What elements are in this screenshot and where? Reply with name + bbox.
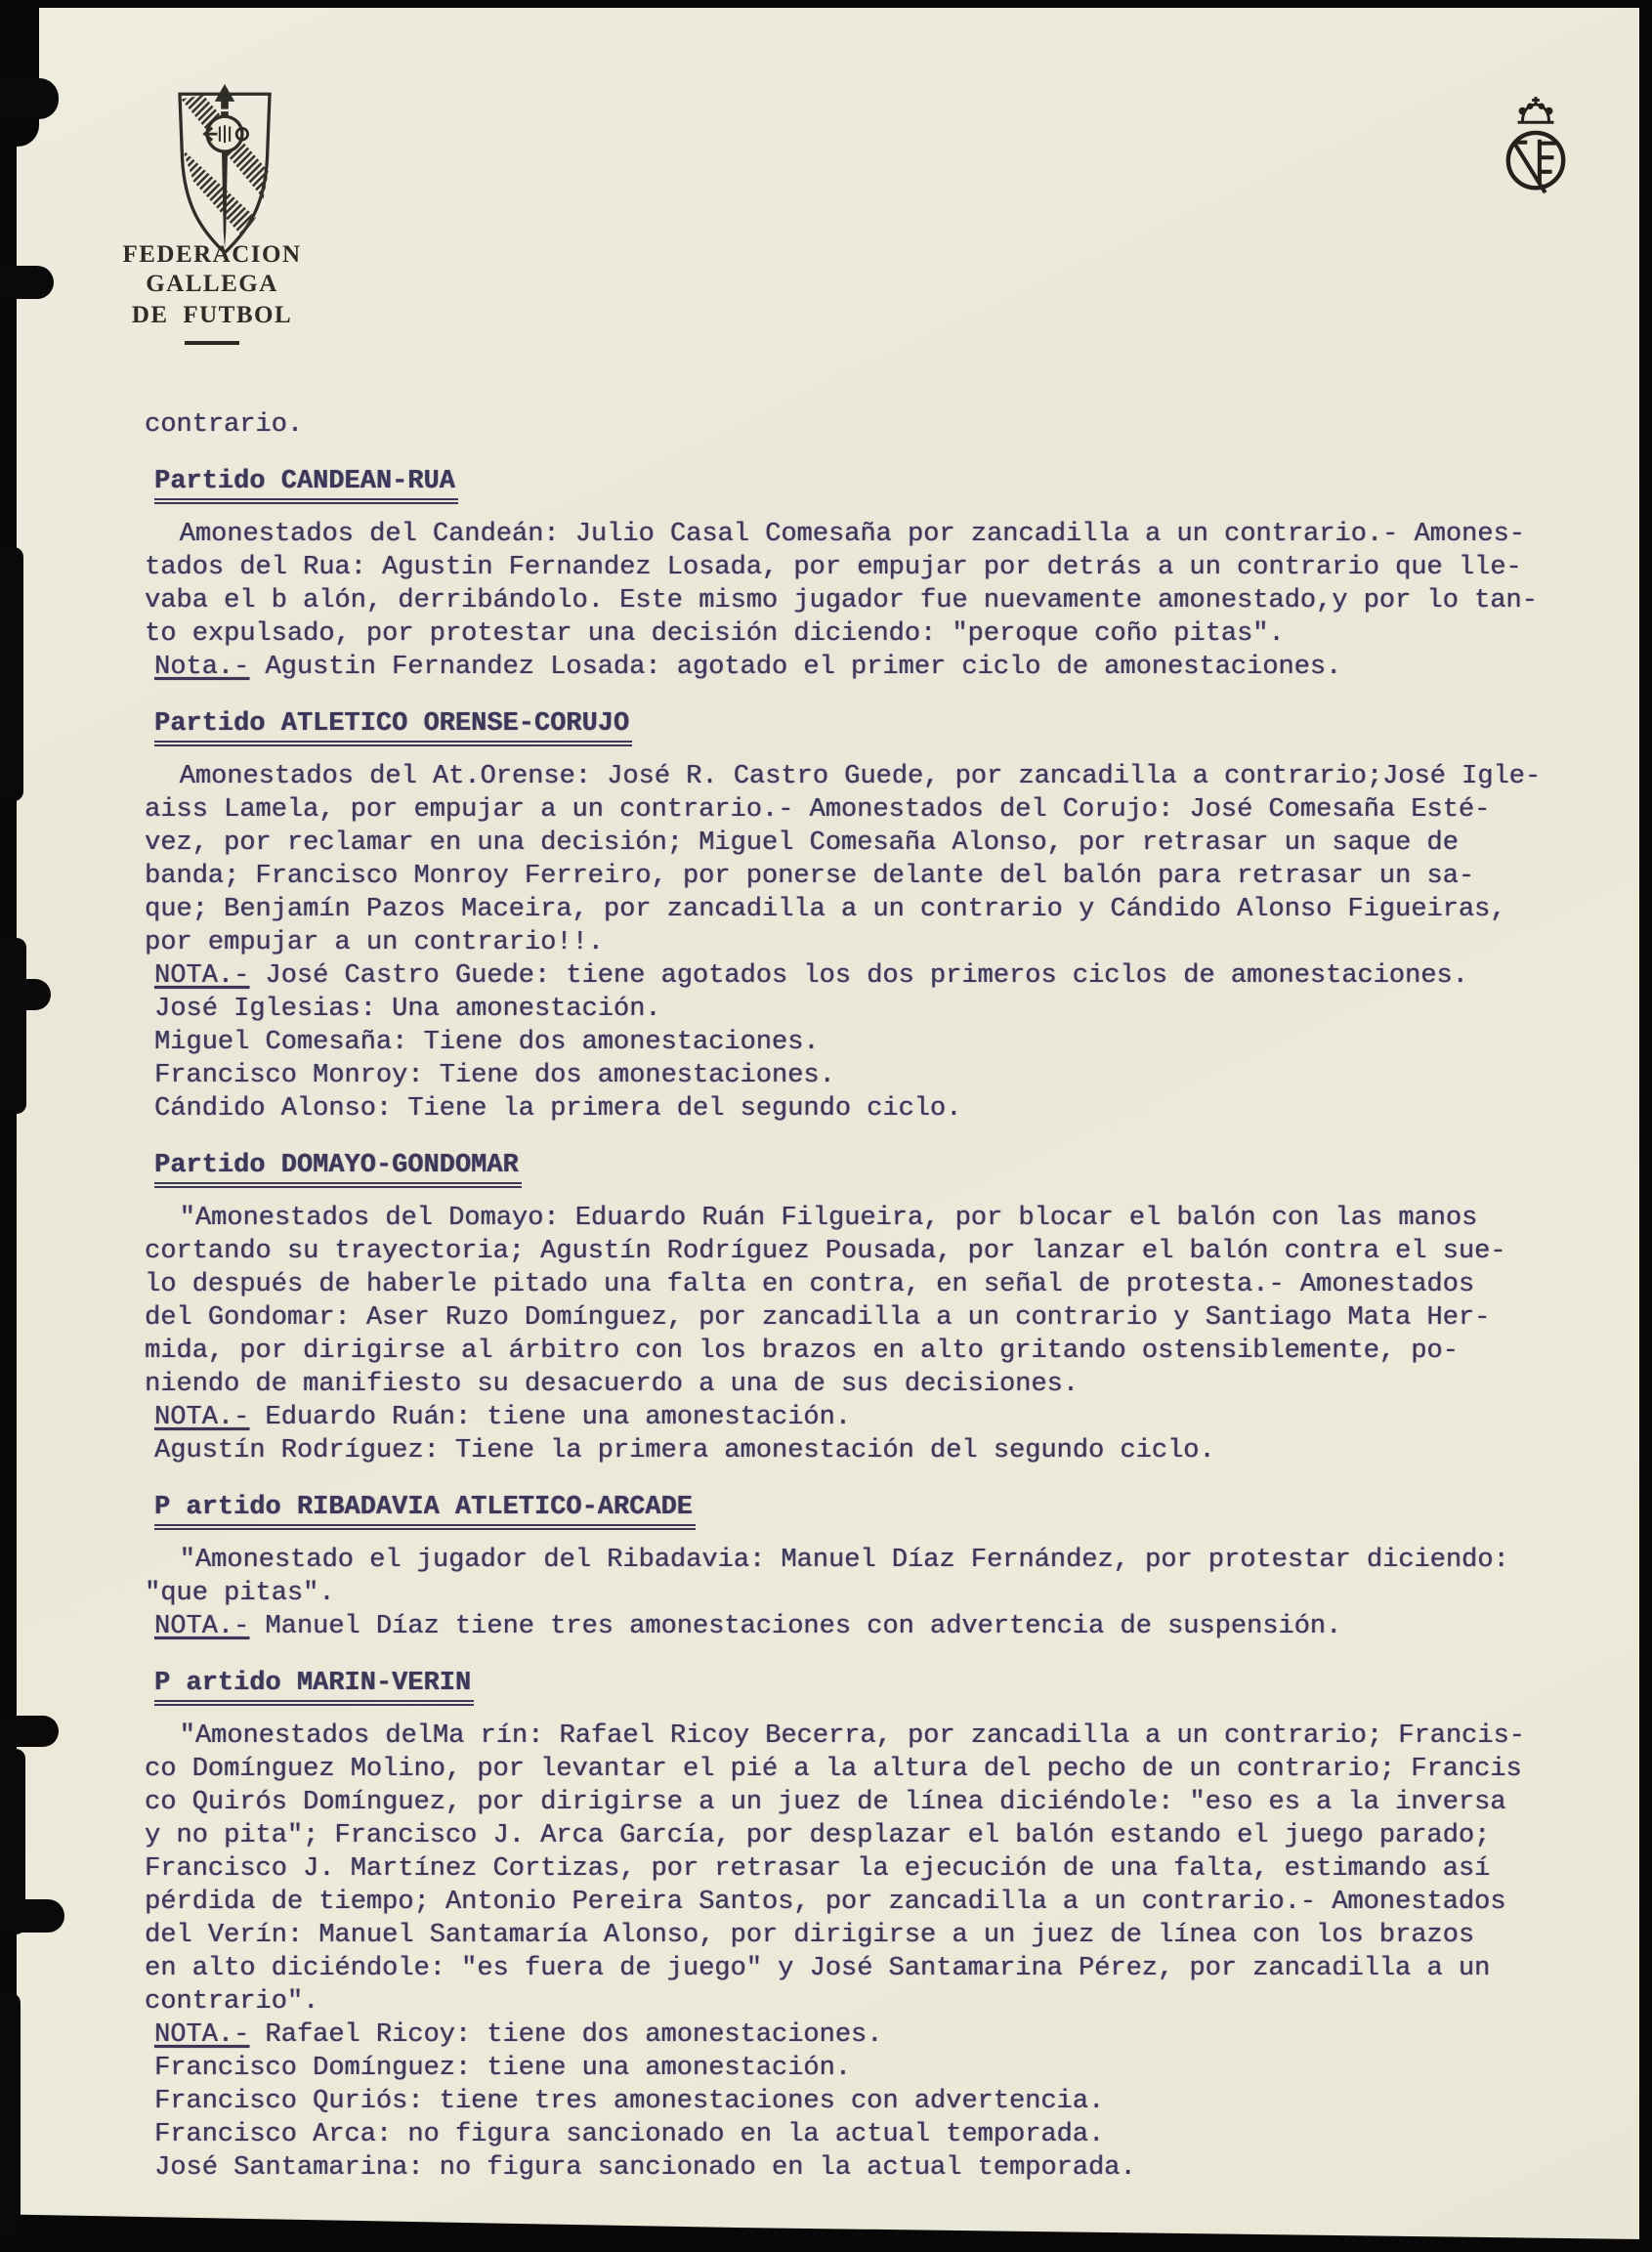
text-line: "que pitas".: [145, 1579, 335, 1608]
partido-section: [145, 1667, 1615, 2185]
document-body: [145, 408, 1615, 2185]
partido-heading: Partido CANDEAN-RUA: [145, 465, 1615, 504]
text-line: mida, por dirigirse al árbitro con los brazos en alto gritando ostensiblemente, po-: [145, 1337, 1459, 1366]
partido-section: [145, 707, 1615, 1126]
letterhead-rule: [185, 341, 239, 345]
text-line: NOTA.- José Castro Guede: tiene agotados los dos primeros ciclos de amonestaciones.: [154, 961, 1468, 991]
text-line: banda; Francisco Monroy Ferreiro, por ponerse delante del balón para retrasar un sa-: [145, 862, 1475, 891]
text-line: tados del Rua: Agustin Fernandez Losada, por empujar por detrás a un contrario que lle-: [145, 553, 1522, 582]
text-line: José Iglesias: Una amonestación.: [154, 995, 661, 1024]
text-line: José Santamarina: no figura sancionado en la actual temporada.: [154, 2153, 1136, 2183]
text-line: Francisco Monroy: Tiene dos amonestaciones.: [154, 1061, 835, 1090]
scan-edge-bump: [0, 547, 23, 801]
text-line: co Quirós Domínguez, por dirigirse a un juez de línea diciéndole: "eso es a la inversa: [145, 1788, 1506, 1817]
partido-heading: Partido DOMAYO-GONDOMAR: [145, 1149, 1615, 1188]
scan-edge-bump: [0, 1749, 25, 1934]
text-line: en alto diciéndole: "es fuera de juego" y José Santamarina Pérez, por zancadilla a un: [145, 1954, 1491, 1983]
nota-label: NOTA.-: [154, 1403, 250, 1432]
nota-label: NOTA.-: [154, 1612, 250, 1641]
partido-heading: P artido MARIN-VERIN: [145, 1667, 1615, 1706]
scan-corner-mark: [0, 0, 39, 147]
document-sections: [145, 465, 1615, 2185]
text-line: por empujar a un contrario!!.: [145, 928, 604, 957]
text-line: NOTA.- Eduardo Ruán: tiene una amonestación.: [154, 1403, 851, 1432]
text-line: del Verín: Manuel Santamaría Alonso, por dirigirse a un juez de línea con los brazos: [145, 1921, 1475, 1950]
text-line: aiss Lamela, por empujar a un contrario.- Amonestados del Corujo: José Comesaña Esté-: [145, 795, 1491, 825]
text-line: niendo de manifiesto su desacuerdo a una de sus decisiones.: [145, 1370, 1079, 1399]
letterhead-subtitle: DE FUTBOL: [131, 302, 293, 328]
text-line: vaba el b alón, derribándolo. Este mismo jugador fue nuevamente amonestado,y por lo tan-: [145, 586, 1538, 616]
letterhead-title: FEDERACION GALLEGA: [122, 241, 302, 297]
letterhead: [56, 240, 368, 345]
text-line: Francisco Quriós: tiene tres amonestaciones con advertencia.: [154, 2087, 1105, 2116]
text-line: que; Benjamín Pazos Maceira, por zancadilla a un contrario y Cándido Alonso Figueiras,: [145, 895, 1506, 924]
text-line: cortando su trayectoria; Agustín Rodríguez Pousada, por lanzar el balón contra el sue-: [145, 1237, 1506, 1266]
partido-heading: Partido ATLETICO ORENSE-CORUJO: [145, 707, 1615, 746]
text-line: Francisco Domínguez: tiene una amonestación.: [154, 2054, 851, 2083]
text-line: Amonestados del At.Orense: José R. Castro Guede, por zancadilla a contrario;José Igle-: [179, 762, 1542, 791]
partido-section: [145, 1149, 1615, 1467]
scan-edge-bump: [0, 1993, 21, 2237]
continuation-line: contrario.: [145, 410, 304, 440]
text-line: vez, por reclamar en una decisión; Miguel Comesaña Alonso, por retrasar un saque de: [145, 829, 1459, 858]
text-line: "Amonestados del Domayo: Eduardo Ruán Filgueira, por blocar el balón con las manos: [179, 1204, 1478, 1233]
text-line: "Amonestado el jugador del Ribadavia: Manuel Díaz Fernández, por protestar diciendo:: [179, 1546, 1509, 1575]
text-line: Amonestados del Candeán: Julio Casal Comesaña por zancadilla a un contrario.- Amones-: [179, 520, 1525, 549]
text-line: y no pita"; Francisco J. Arca García, por desplazar el balón estando el juego parado;: [145, 1821, 1491, 1850]
text-line: "Amonestados delMa rín: Rafael Ricoy Becerra, por zancadilla a un contrario; Francis-: [179, 1721, 1525, 1751]
nota-label: Nota.-: [154, 653, 250, 682]
federation-shield-icon: [162, 84, 287, 259]
nota-label: NOTA.-: [154, 2020, 250, 2050]
text-line: to expulsado, por protestar una decisión diciendo: "peroque coño pitas".: [145, 619, 1285, 649]
scan-edge-top: [0, 0, 1652, 8]
binder-mark: [0, 78, 59, 119]
binder-mark: [0, 266, 54, 299]
text-line: Cándido Alonso: Tiene la primera del segundo ciclo.: [154, 1094, 962, 1124]
text-line: co Domínguez Molino, por levantar el pié a la altura del pecho de un contrario; Francis: [145, 1755, 1522, 1784]
text-line: Nota.- Agustin Fernandez Losada: agotado el primer ciclo de amonestaciones.: [154, 653, 1342, 682]
text-line: Agustín Rodríguez: Tiene la primera amonestación del segundo ciclo.: [154, 1436, 1215, 1466]
nota-label: NOTA.-: [154, 961, 250, 991]
text-line: del Gondomar: Aser Ruzo Domínguez, por zancadilla a un contrario y Santiago Mata Her-: [145, 1303, 1491, 1333]
text-line: Miguel Comesaña: Tiene dos amonestaciones.: [154, 1028, 820, 1057]
partido-heading: P artido RIBADAVIA ATLETICO-ARCADE: [145, 1491, 1615, 1530]
scan-edge-bump: [0, 938, 26, 1114]
text-line: lo después de haberle pitado una falta en contra, en señal de protesta.- Amonestados: [145, 1270, 1475, 1299]
text-line: NOTA.- Rafael Ricoy: tiene dos amonestaciones.: [154, 2020, 883, 2050]
text-line: Francisco Arca: no figura sancionado en la actual temporada.: [154, 2120, 1105, 2149]
crowned-monogram-icon: [1502, 95, 1570, 201]
partido-section: [145, 1491, 1615, 1643]
text-line: Francisco J. Martínez Cortizas, por retrasar la ejecución de una falta, estimando así: [145, 1854, 1491, 1884]
partido-section: [145, 465, 1615, 684]
text-line: contrario".: [145, 1987, 319, 2017]
scan-edge-right: [1639, 0, 1652, 2252]
binder-mark: [0, 1716, 59, 1747]
text-line: pérdida de tiempo; Antonio Pereira Santos, por zancadilla a un contrario.- Amonestados: [145, 1888, 1506, 1917]
text-line: NOTA.- Manuel Díaz tiene tres amonestaciones con advertencia de suspensión.: [154, 1612, 1342, 1641]
